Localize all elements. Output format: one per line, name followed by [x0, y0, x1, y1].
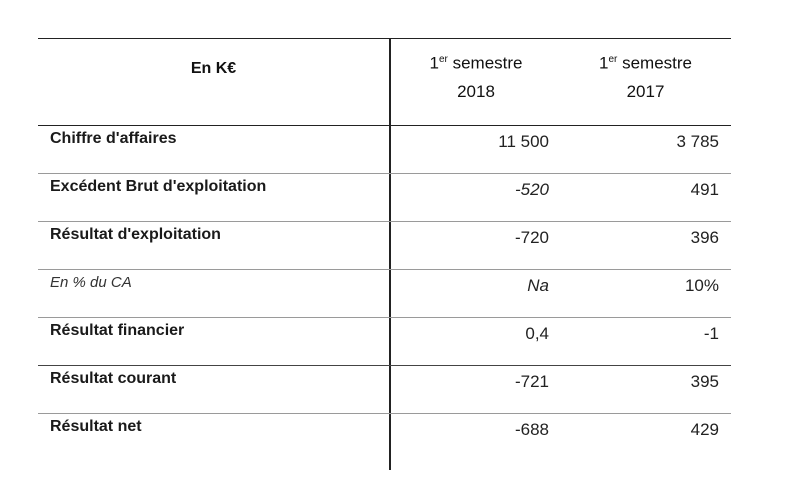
header-col-2018-year: 2018: [457, 81, 495, 101]
header-label: En K€: [190, 60, 237, 77]
row-label: Résultat d'exploitation: [50, 226, 221, 243]
header-col-2018-word: semestre: [447, 53, 523, 73]
row-value-2017: 3 785: [676, 132, 719, 151]
header-col-2018-num: 1: [429, 53, 439, 73]
row-label: Résultat net: [50, 418, 142, 435]
row-label: Excédent Brut d'exploitation: [50, 178, 267, 195]
table-row-resultat-exploitation: [38, 222, 731, 270]
row-value-2017: 395: [690, 372, 719, 391]
table-row-chiffre: [38, 126, 731, 174]
row-value-2018: -720: [514, 228, 549, 247]
row-value-2018: -721: [514, 372, 549, 391]
row-value-2017: 396: [690, 228, 719, 247]
row-value-2017: 429: [690, 420, 719, 439]
table-row-resultat-courant: [38, 366, 731, 414]
row-value-2018: 11 500: [498, 132, 549, 151]
row-value-2017: -1: [703, 324, 719, 343]
row-value-2018: -688: [514, 420, 549, 439]
header-col-2017-num: 1: [598, 53, 609, 73]
row-label: Résultat financier: [50, 322, 185, 339]
header-col-2017-sup: er: [608, 54, 618, 65]
header-col-2018: [400, 46, 552, 106]
header-col-2017-word: semestre: [617, 53, 692, 73]
table-row-resultat-net: [38, 414, 731, 462]
table-row-resultat-financier: [38, 318, 731, 366]
header-col-2017: [568, 46, 723, 106]
header-col-2017-year: 2017: [626, 81, 665, 101]
row-value-2018: 0,4: [525, 324, 549, 343]
table-row-ebe: [38, 174, 731, 222]
row-value-2018: -520: [514, 180, 549, 199]
row-label: Chiffre d'affaires: [50, 130, 177, 147]
row-label: Résultat courant: [50, 370, 177, 387]
table-top-rule: [38, 38, 731, 39]
header-col-2018-sup: er: [438, 54, 448, 65]
row-value-2017: 491: [690, 180, 719, 199]
row-label: En % du CA: [50, 274, 132, 291]
row-value-2017: 10%: [684, 276, 719, 295]
table-row-pct-ca: [38, 270, 731, 318]
row-value-2018: Na: [527, 276, 549, 295]
